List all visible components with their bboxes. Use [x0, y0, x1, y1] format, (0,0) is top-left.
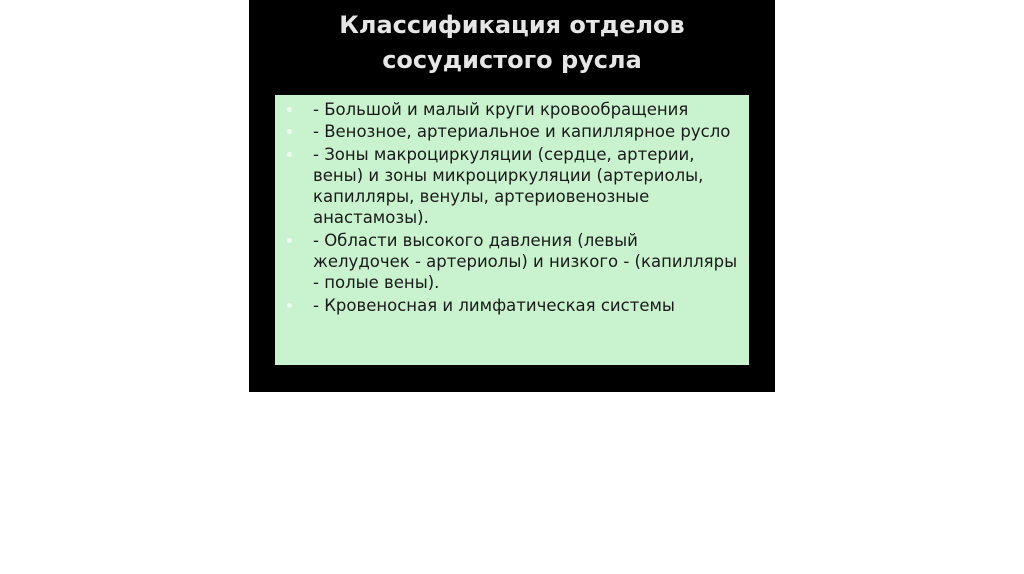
- list-item: [285, 230, 739, 294]
- bullet-icon: [287, 152, 292, 157]
- list-item-text: - Венозное, артериальное и капиллярное русло: [313, 122, 731, 142]
- bullet-icon: [287, 303, 292, 308]
- bullet-list: [285, 99, 739, 316]
- presentation-slide: [249, 0, 775, 392]
- list-item-text: - Большой и малый круги кровообращения: [313, 100, 689, 119]
- bullet-icon: [287, 129, 292, 134]
- list-item: [285, 144, 739, 229]
- slide-title: [249, 8, 775, 78]
- slide-title-line-2: сосудистого русла: [382, 46, 642, 74]
- bullet-content-box: [275, 95, 749, 365]
- list-item-text: - Зоны макроциркуляции (сердце, артерии, вены) и зоны микроциркуляции (артериолы, капилляры, венулы, артериовенозные анастамозы).: [313, 144, 704, 228]
- bullet-icon: [287, 238, 292, 243]
- list-item-text: - Кровеносная и лимфатическая системы: [313, 295, 675, 315]
- list-item-text: - Области высокого давления (левый желудочек - артериолы) и низкого - (капилляры - полые вены).: [313, 230, 738, 293]
- list-item: [285, 295, 739, 316]
- list-item: [285, 121, 739, 142]
- slide-title-line-1: Классификация отделов: [339, 11, 685, 39]
- bullet-icon: [287, 107, 292, 112]
- list-item: [285, 99, 739, 120]
